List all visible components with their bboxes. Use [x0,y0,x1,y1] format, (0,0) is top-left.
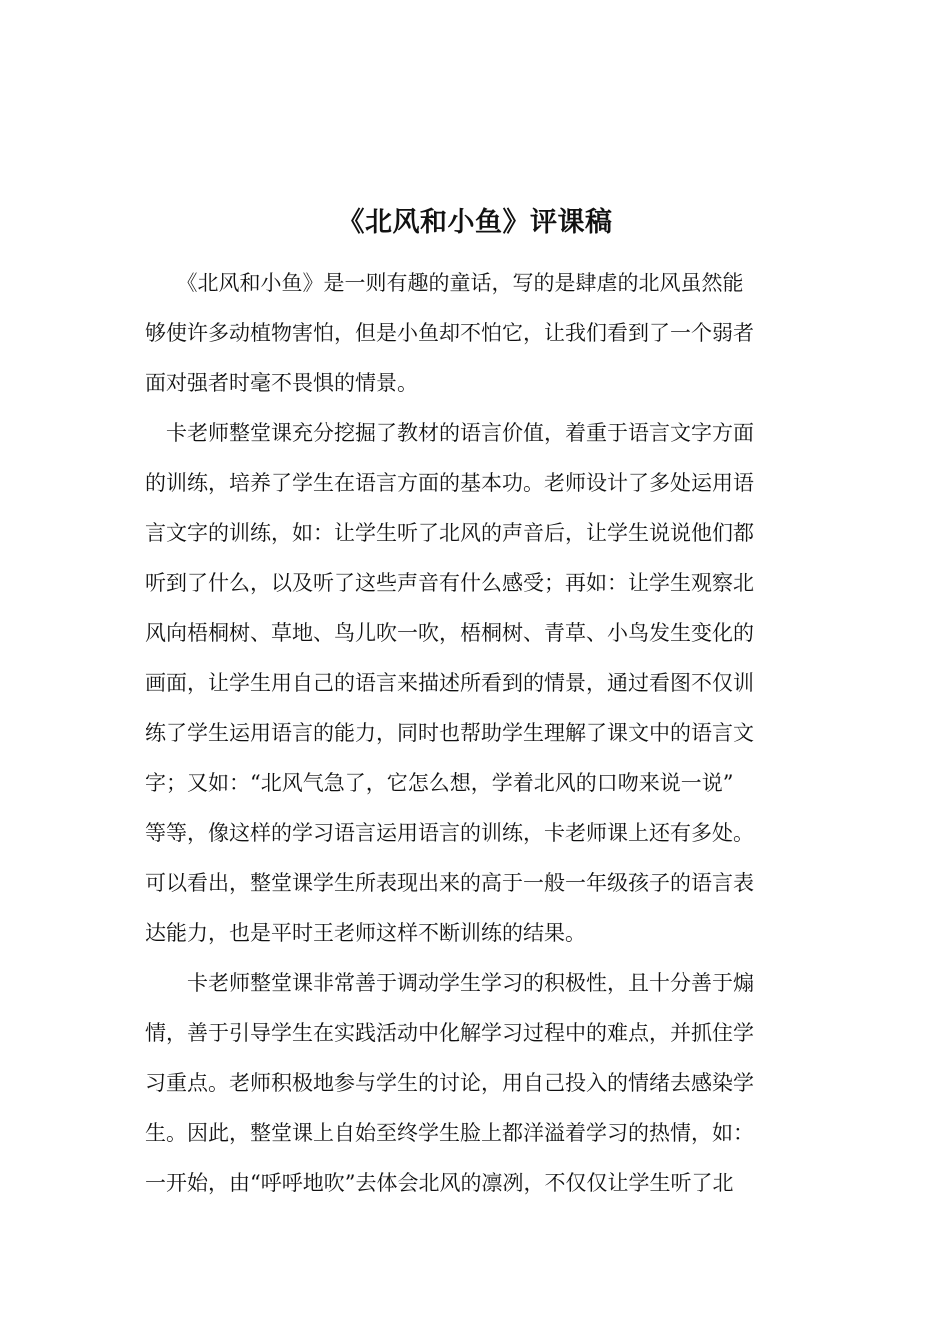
text-line: 画面，让学生用自己的语言来描述所看到的情景，通过看图不仅训 [145,671,754,695]
text-line: 习重点。老师积极地参与学生的讨论，用自己投入的情绪去感染学 [145,1071,754,1095]
text-line: 情，善于引导学生在实践活动中化解学习过程中的难点，并抓住学 [145,1021,754,1045]
text-line: 可以看出，整堂课学生所表现出来的高于一般一年级孩子的语言表 [145,871,754,895]
text-line: 言文字的训练，如：让学生听了北风的声音后，让学生说说他们都 [145,521,754,545]
document-title: 《北风和小鱼》评课稿 [337,207,613,238]
text-line: 卡老师整堂课充分挖掘了教材的语言价值，着重于语言文字方面 [145,421,754,445]
text-line: 听到了什么，以及听了这些声音有什么感受；再如：让学生观察北 [145,571,754,595]
text-line: 《北风和小鱼》是一则有趣的童话，写的是肆虐的北风虽然能 [145,271,744,295]
text-line: 卡老师整堂课非常善于调动学生学习的积极性，且十分善于煽 [145,971,754,995]
text-line: 练了学生运用语言的能力，同时也帮助学生理解了课文中的语言文 [145,721,754,745]
text-line: 的训练，培养了学生在语言方面的基本功。老师设计了多处运用语 [145,471,754,495]
text-line: 面对强者时毫不畏惧的情景。 [145,371,418,395]
text-line: 风向梧桐树、草地、鸟儿吹一吹，梧桐树、青草、小鸟发生变化的 [145,621,754,645]
text-line: 字；又如：“北风气急了，它怎么想，学着北风的口吻来说一说” [145,771,734,795]
text-line: 达能力，也是平时王老师这样不断训练的结果。 [145,921,586,945]
text-line: 等等，像这样的学习语言运用语言的训练，卡老师课上还有多处。 [145,821,754,845]
text-line: 一开始，由“呼呼地吹”去体会北风的凛冽，不仅仅让学生听了北 [145,1171,734,1195]
text-line: 够使许多动植物害怕，但是小鱼却不怕它，让我们看到了一个弱者 [145,321,754,345]
text-line: 生。因此，整堂课上自始至终学生脸上都洋溢着学习的热情，如： [145,1121,754,1145]
